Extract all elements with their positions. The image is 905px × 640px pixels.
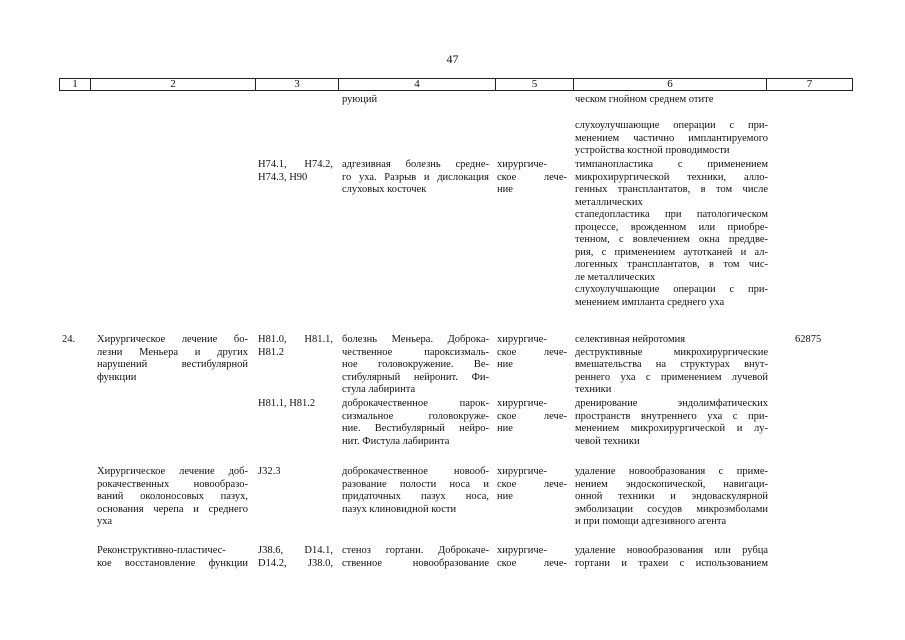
- text-line: ское лече-: [497, 557, 567, 569]
- continued-disease-text: [342, 94, 492, 107]
- text-line: H74.1, H74.2,: [258, 159, 333, 170]
- text-line: устройства костной проводимости: [575, 145, 730, 156]
- text-line: ское лече-: [497, 346, 567, 358]
- treatment-type-cell: [497, 159, 567, 197]
- disease-cell: [342, 334, 489, 397]
- text-line: нением эндоскопической, навигаци-: [575, 478, 768, 490]
- text-line: H81.1, H81.2: [258, 398, 316, 409]
- text-line: и при помощи адгезивного агента: [575, 516, 727, 527]
- disease-cell: [342, 545, 489, 570]
- text-line: микрохирургической техники, алло-: [575, 171, 768, 183]
- text-line: ное головокружение. Ве-: [342, 359, 489, 370]
- text-line: стула лабиринта: [342, 384, 416, 395]
- text-line: менением микрохирургической и лу-: [575, 423, 768, 434]
- row-number: [62, 334, 87, 347]
- icd-codes-cell: [258, 159, 333, 184]
- text-line: Хирургическое лечение бо-: [97, 334, 248, 345]
- text-line: H81.2: [258, 346, 284, 358]
- text-line: J38.6, D14.1,: [258, 545, 333, 556]
- text-line: ственное новообразование: [342, 557, 489, 569]
- text-line: 24.: [62, 334, 76, 345]
- text-line: стапедопластика при патологическом: [575, 209, 768, 220]
- text-line: чевой техники: [575, 435, 640, 447]
- text-line: хирургиче-: [497, 545, 547, 556]
- text-line: удаление новообразования или рубца: [575, 545, 768, 556]
- text-line: болезнь Меньера. Доброка-: [342, 334, 489, 345]
- text-line: рокачественных новообразо-: [97, 478, 248, 490]
- continued-method-text: [575, 94, 768, 107]
- text-line: хирургиче-: [497, 398, 547, 409]
- text-line: деструктивные микрохирургические: [575, 346, 768, 358]
- text-line: эмболизации сосудов микроэмболами: [575, 503, 768, 515]
- text-line: придаточных пазух носа,: [342, 491, 489, 502]
- text-line: ние: [497, 491, 513, 502]
- column-header-2: 2: [91, 79, 256, 91]
- text-line: го уха. Разрыв и дислокация: [342, 171, 489, 183]
- text-line: удаление новообразования с приме-: [575, 466, 768, 477]
- text-line: Хирургическое лечение доб-: [97, 466, 248, 477]
- text-line: менением импланта среднего уха: [575, 296, 725, 308]
- text-line: разование полости носа и: [342, 478, 489, 490]
- text-line: процессе, врожденном или приобре-: [575, 221, 768, 233]
- method-cell: [575, 398, 768, 448]
- care-profile-cell: [97, 466, 248, 529]
- text-line: слухоулучшающие операции с при-: [575, 284, 768, 295]
- text-line: хирургиче-: [497, 466, 547, 477]
- text-line: J32.3: [258, 466, 281, 477]
- treatment-type-cell: [497, 545, 567, 570]
- text-line: лезни Меньера и других: [97, 346, 248, 358]
- text-line: D14.2, J38.0,: [258, 557, 333, 569]
- column-header-6: 6: [574, 79, 767, 91]
- care-profile-cell: [97, 545, 248, 570]
- disease-cell: [342, 159, 489, 197]
- text-line: стибулярный нейронит. Фи-: [342, 371, 489, 383]
- treatment-type-cell: [497, 334, 567, 372]
- text-line: слуховых косточек: [342, 184, 427, 195]
- text-line: уха: [97, 516, 113, 527]
- text-line: рия, с применением аутотканей и ал-: [575, 246, 768, 258]
- icd-codes-cell: [258, 334, 333, 359]
- text-line: реннего уха с применением лучевой: [575, 371, 768, 383]
- text-line: металлических: [575, 196, 643, 208]
- cost-cell: [795, 334, 855, 347]
- text-line: доброкачественное новооб-: [342, 466, 489, 477]
- method-hearing-bone-conduction: [575, 120, 768, 158]
- text-line: стеноз гортани. Доброкаче-: [342, 545, 489, 556]
- icd-codes-cell: [258, 398, 333, 411]
- method-cell: [575, 545, 768, 570]
- icd-codes-cell: [258, 545, 333, 570]
- column-header-4: 4: [339, 79, 496, 91]
- text-line: селективная нейротомия: [575, 334, 686, 345]
- text-line: руюций: [342, 94, 378, 105]
- page-number: 47: [446, 52, 459, 66]
- text-line: ле металлических: [575, 271, 656, 283]
- treatment-type-cell: [497, 398, 567, 436]
- text-line: тимпанопластика с применением: [575, 159, 768, 170]
- text-line: пространств внутреннего уха с при-: [575, 410, 768, 422]
- column-header-3: 3: [256, 79, 339, 91]
- text-line: H81.0, H81.1,: [258, 334, 333, 345]
- text-line: ское лече-: [497, 478, 567, 490]
- text-line: ческом гнойном среднем отите: [575, 94, 714, 105]
- text-line: нит. Фистула лабиринта: [342, 435, 450, 447]
- text-line: кое восстановление функции: [97, 557, 248, 569]
- text-line: техники: [575, 384, 612, 395]
- text-line: ние: [497, 359, 513, 370]
- text-line: логенных трансплантатов, в том чис-: [575, 259, 768, 270]
- text-line: вмешательства на структурах внут-: [575, 359, 768, 370]
- text-line: ское лече-: [497, 410, 567, 422]
- text-line: 62875: [795, 334, 822, 345]
- treatment-type-cell: [497, 466, 567, 504]
- text-line: пазух клиновидной кости: [342, 503, 457, 515]
- text-line: доброкачественное парок-: [342, 398, 489, 409]
- column-header-5: 5: [496, 79, 574, 91]
- column-header-row: [59, 78, 853, 91]
- text-line: слухоулучшающие операции с при-: [575, 120, 768, 131]
- text-line: менением частично имплантируемого: [575, 132, 768, 144]
- disease-cell: [342, 398, 489, 448]
- text-line: дренирование эндолимфатических: [575, 398, 768, 409]
- text-line: адгезивная болезнь средне-: [342, 159, 489, 170]
- text-line: ваний околоносовых пазух,: [97, 491, 248, 502]
- text-line: гортани и трахеи с использованием: [575, 557, 768, 569]
- text-line: хирургиче-: [497, 334, 547, 345]
- text-line: генных трансплантатов, в том числе: [575, 184, 768, 195]
- text-line: сизмальное головокруже-: [342, 410, 489, 422]
- method-cell: [575, 159, 768, 309]
- text-line: Реконструктивно-пластичес-: [97, 545, 226, 556]
- text-line: ние: [497, 423, 513, 434]
- text-line: онной техники и эндоваскулярной: [575, 491, 768, 502]
- text-line: ское лече-: [497, 171, 567, 183]
- column-header-7: 7: [767, 79, 853, 91]
- text-line: ние. Вестибулярный нейро-: [342, 423, 489, 434]
- text-line: нарушений вестибулярной: [97, 359, 248, 370]
- text-line: хирургиче-: [497, 159, 547, 170]
- text-line: функции: [97, 371, 137, 383]
- text-line: чественное пароксизмаль-: [342, 346, 489, 358]
- method-cell: [575, 334, 768, 397]
- care-profile-cell: [97, 334, 248, 384]
- method-cell: [575, 466, 768, 529]
- column-header-1: 1: [60, 79, 91, 91]
- disease-cell: [342, 466, 489, 516]
- icd-codes-cell: [258, 466, 333, 479]
- text-line: тенном, с вовлечением окна преддве-: [575, 234, 768, 245]
- text-line: ние: [497, 184, 513, 195]
- text-line: основания черепа и среднего: [97, 503, 248, 515]
- text-line: H74.3, H90: [258, 171, 308, 183]
